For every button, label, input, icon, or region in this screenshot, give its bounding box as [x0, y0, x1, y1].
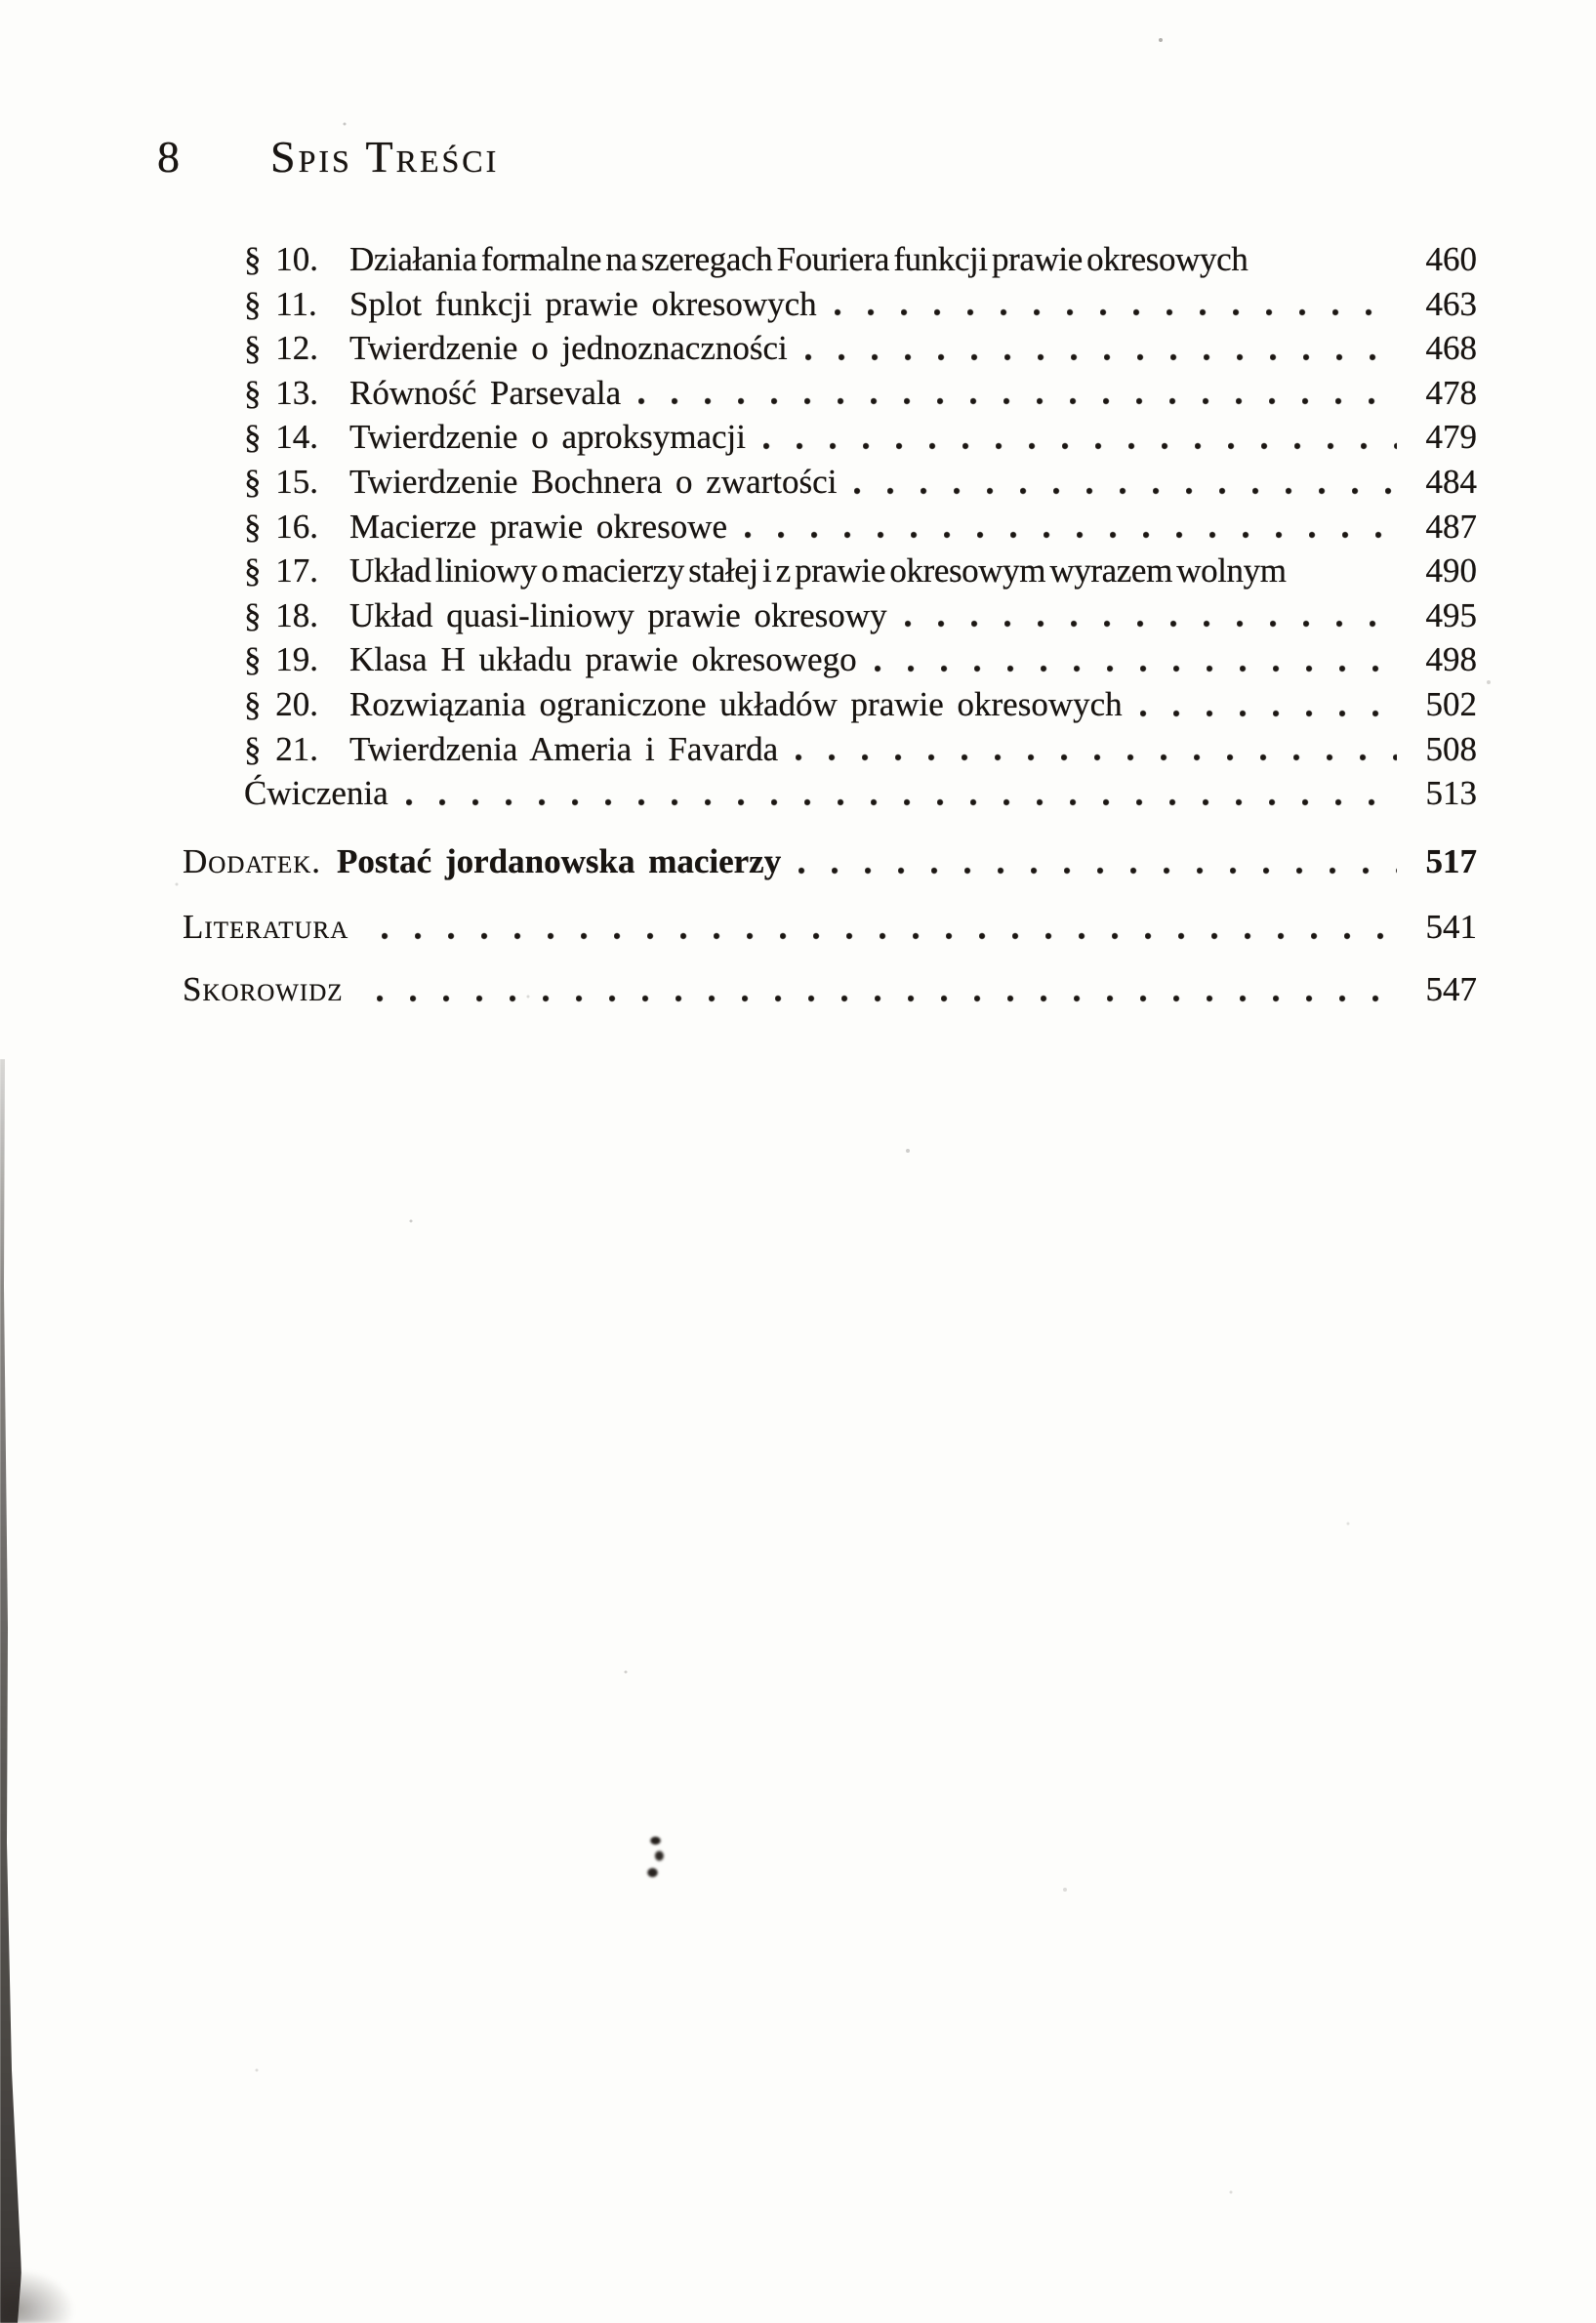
- toc-entry-page: 468: [1425, 329, 1477, 368]
- dot-leader: [835, 282, 1397, 327]
- toc-entry-title: Działania formalne na szeregach Fouriera funkcji prawie okresowych: [349, 240, 1248, 278]
- toc-entry: [244, 549, 1477, 593]
- back-matter-label: Skorowidz: [183, 970, 344, 1008]
- dot-leader: [1292, 549, 1407, 593]
- toc-entry-page: 495: [1425, 595, 1477, 634]
- toc-entry-label: § 14.: [244, 418, 318, 457]
- toc-entry-label: § 20.: [244, 684, 318, 723]
- toc-entry-label: § 17.: [244, 551, 318, 591]
- toc-entry-label: § 15.: [244, 462, 318, 501]
- toc-entry-page: 513: [1425, 774, 1477, 813]
- toc-entry: [244, 415, 1477, 460]
- toc-entry-title: Twierdzenia Ameria i Favarda: [349, 729, 779, 768]
- page-number: 8: [157, 132, 180, 182]
- running-head-title: Spis Treści: [270, 132, 500, 182]
- toc-entry-page: 502: [1425, 684, 1477, 723]
- dot-leader: [377, 967, 1397, 1012]
- toc-entry: [244, 282, 1477, 327]
- toc-entry-page: 478: [1425, 373, 1477, 412]
- dot-leader: [763, 415, 1397, 460]
- toc-entry-title: Układ liniowy o macierzy stałej i z prawie okresowym wyrazem wolnym: [349, 551, 1287, 591]
- toc-entry-page: 463: [1425, 284, 1477, 323]
- toc-entry-label: § 21.: [244, 729, 318, 768]
- toc-entry-label: § 12.: [244, 329, 318, 368]
- toc-entry-title: Splot funkcji prawie okresowych: [349, 284, 817, 323]
- back-matter-label: Literatura: [183, 908, 349, 946]
- toc-entry: [244, 682, 1477, 727]
- toc-entry: [244, 505, 1477, 550]
- toc-entry-title: Układ quasi-liniowy prawie okresowy: [349, 595, 887, 634]
- back-matter-list: [183, 839, 1477, 1012]
- toc-entry-cwiczenia: [244, 771, 1477, 816]
- dot-leader: [796, 727, 1397, 772]
- toc-entry-page: 460: [1425, 240, 1477, 278]
- back-matter-title: Postać jordanowska macierzy: [337, 842, 782, 880]
- toc-entry-label: § 11.: [244, 284, 317, 323]
- toc-entry: [244, 727, 1477, 772]
- toc-list: [244, 237, 1477, 816]
- back-matter-entry-skorowidz: [183, 967, 1477, 1012]
- toc-entry-title: Twierdzenie o aproksymacji: [349, 418, 747, 457]
- ink-smudge-artifact: [639, 1833, 669, 1884]
- dot-leader: [854, 460, 1397, 505]
- back-matter-page: 517: [1425, 842, 1477, 880]
- toc-entry-title: Twierdzenie o jednoznaczności: [349, 329, 788, 368]
- toc-entry-page: 487: [1425, 507, 1477, 546]
- back-matter-label: Dodatek.: [183, 842, 322, 880]
- toc-entry: [244, 326, 1477, 371]
- toc-entry-label: § 19.: [244, 640, 318, 679]
- toc-entry-page: 484: [1425, 462, 1477, 501]
- toc-entry-label: § 10.: [244, 240, 318, 278]
- toc-entry: [244, 237, 1477, 282]
- dot-leader: [905, 593, 1397, 638]
- back-matter-page: 547: [1425, 970, 1477, 1008]
- dot-leader: [875, 637, 1397, 682]
- toc-entry-label: § 18.: [244, 595, 318, 634]
- dot-leader: [1253, 237, 1407, 282]
- toc-entry: [244, 371, 1477, 416]
- dot-leader: [638, 371, 1397, 416]
- back-matter-entry-literatura: [183, 905, 1477, 950]
- dot-leader: [1140, 682, 1397, 727]
- toc-entry-title: Macierze prawie okresowe: [349, 507, 728, 546]
- dot-leader: [382, 905, 1397, 950]
- toc-entry-page: 498: [1425, 640, 1477, 679]
- toc-entry-title: Klasa H układu prawie okresowego: [349, 640, 857, 679]
- back-matter-entry-dodatek: [183, 839, 1477, 884]
- toc-entry-page: 479: [1425, 418, 1477, 457]
- scan-edge-bottom-artifact: [0, 2235, 107, 2323]
- toc-entry: [244, 593, 1477, 638]
- dot-leader: [805, 326, 1397, 371]
- toc-entry-title: Rozwiązania ograniczone układów prawie okresowych: [349, 684, 1123, 723]
- toc-entry-label: § 13.: [244, 373, 318, 412]
- toc-entry: [244, 460, 1477, 505]
- toc-entry-label: § 16.: [244, 507, 318, 546]
- dot-leader: [406, 771, 1397, 816]
- toc-entry-title: Ćwiczenia: [244, 774, 389, 813]
- toc-entry-page: 508: [1425, 729, 1477, 768]
- dot-leader: [798, 839, 1397, 884]
- toc-entry-page: 490: [1425, 551, 1477, 591]
- dot-leader: [745, 505, 1397, 550]
- toc-entry: [244, 637, 1477, 682]
- toc-entry-title: Twierdzenie Bochnera o zwartości: [349, 462, 838, 501]
- scan-edge-artifact: [0, 1059, 21, 2323]
- back-matter-page: 541: [1425, 908, 1477, 946]
- toc-entry-title: Równość Parsevala: [349, 373, 622, 412]
